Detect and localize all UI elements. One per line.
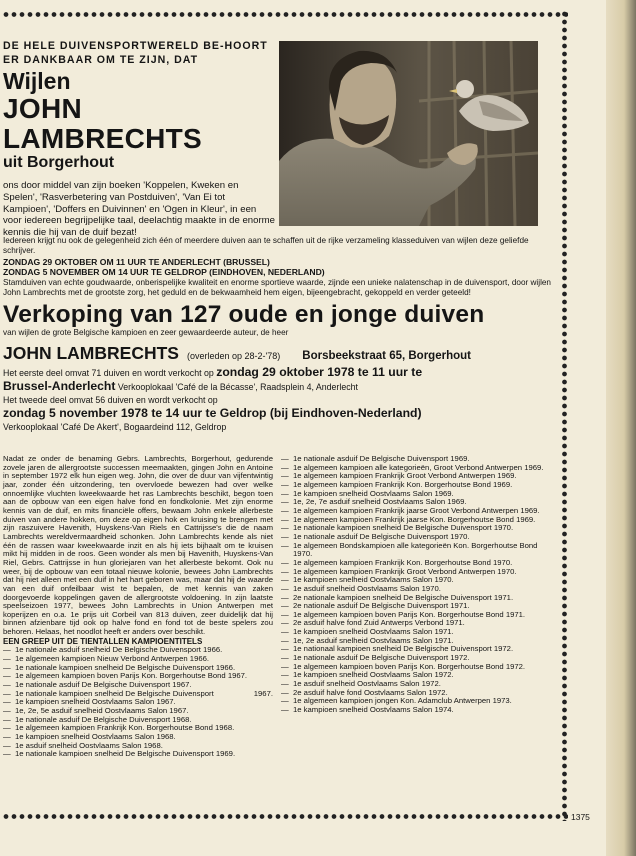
list-dash: —: [281, 488, 289, 498]
title-year: 1967.: [253, 688, 273, 698]
title-list-item: [3, 750, 273, 759]
photo-illustration: [279, 41, 538, 226]
list-dash: —: [281, 497, 289, 507]
list-dash: —: [3, 714, 11, 724]
list-dash: —: [3, 723, 11, 733]
part1-place: Brussel-Anderlecht: [3, 378, 116, 393]
title-text: 1e algemeen kampioen Frankrijk Kon. Borgerhoutse Bond 1968.: [15, 723, 235, 733]
title-text: 1e algemeen kampioen boven Parijs Kon. Borgerhoutse Bond 1972.: [293, 661, 526, 671]
sale-announcement: [3, 236, 555, 434]
title-text: 1e algemeen kampioen Frankrijk jaarse Groot Verbond Antwerpen 1969.: [293, 505, 540, 515]
sale-headline: Verkoping van 127 oude en jonge duiven: [3, 300, 485, 328]
title-text: 1e nationale kampioen snelheid De Belgische Duivensport 1966.: [15, 662, 236, 672]
titles-heading: EEN GREEP UIT DE TIENTALLEN KAMPIOENTITELS: [3, 636, 203, 646]
page-number: 1375: [571, 812, 590, 822]
title-text: 1e kampioen snelheid Oostvlaams Salon 1972.: [293, 670, 454, 680]
seller-address: Borsbeekstraat 65, Borgerhout: [302, 349, 471, 362]
list-dash: —: [281, 644, 289, 654]
list-dash: —: [3, 653, 11, 663]
list-dash: —: [3, 645, 11, 655]
title-text: 1e, 2e asduif snelheid Oostvlaams Salon 1971.: [293, 635, 454, 645]
title-text: 1e, 2e, 7e asduif snelheid Oostvlaams Salon 1969.: [293, 497, 467, 507]
intro-block: [3, 40, 275, 239]
dotted-border-right: [560, 10, 569, 821]
title-text: 1e kampioen snelheid Oostvlaams Salon 1974.: [293, 705, 454, 715]
body-columns: [3, 455, 557, 759]
list-dash: —: [281, 479, 289, 489]
title-text: 1e nationale asduif snelheid De Belgische Duivensport 1966.: [15, 645, 223, 655]
title-text: 1e nationale asduif De Belgische Duivensport 1968.: [15, 714, 192, 724]
list-dash: —: [3, 662, 11, 672]
list-dash: —: [3, 671, 11, 681]
sale-date-geldrop: ZONDAG 5 NOVEMBER OM 14 UUR TE GELDROP (EINDHOVEN, NEDERLAND): [3, 267, 325, 278]
title-text: 1e algemeen Bondskampioen alle kategorieën Kon. Borgerhoutse Bond 1970.: [293, 540, 538, 559]
photo-man-with-pigeon: [279, 41, 538, 226]
list-dash: —: [281, 696, 289, 706]
list-dash: —: [281, 462, 289, 472]
list-dash: —: [3, 749, 11, 759]
list-dash: —: [281, 670, 289, 680]
title-text: 1e algemeen kampioen boven Parijs Kon. Borgerhoutse Bond 1967.: [15, 671, 248, 681]
title-text: 1e asduif snelheid Oostvlaams Salon 1968.: [15, 740, 163, 750]
right-column: [281, 455, 557, 759]
title-text: 1e kampioen snelheid Oostvlaams Salon 1968.: [15, 731, 176, 741]
list-dash: —: [281, 653, 289, 663]
title-text: 1e, 2e, 5e asduif snelheid Oostvlaams Salon 1967.: [15, 705, 189, 715]
author-name: JOHN LAMBRECHTS: [3, 93, 202, 154]
title-text: 2e asduif halve fond Oostvlaams Salon 1972.: [293, 687, 448, 697]
list-dash: —: [281, 627, 289, 637]
intro-heading: DE HELE DUIVENSPORTWERELD BE-HOORT ER DANKBAAR OM TE ZIJN, DAT: [3, 40, 268, 66]
dotted-border-bottom: [2, 812, 568, 821]
title-text: 1e algemeen kampioen Frankrijk Groot Verbond Antwerpen 1970.: [293, 566, 517, 576]
title-text: 1e algemeen kampioen Frankrijk Kon. Borgerhoutse Bond 1969.: [293, 479, 513, 489]
dotted-border-top: [2, 10, 568, 19]
list-dash: —: [281, 583, 289, 593]
title-text: 1e algemeen kampioen alle kategorieën, Groot Verbond Antwerpen 1969.: [293, 462, 544, 472]
seller-death-date: (overleden op 28-2-'78): [186, 350, 281, 361]
title-text: 1e algemeen kampioen Frankrijk jaarse Kon. Borgerhoutse Bond 1969.: [293, 514, 536, 524]
part1-row: [3, 366, 555, 380]
list-dash: —: [281, 566, 289, 576]
list-dash: —: [281, 601, 289, 611]
title-text: 1e nationale asduif De Belgische Duivensport 1969.: [293, 454, 470, 463]
list-dash: —: [281, 635, 289, 645]
title-text: 1e nationale asduif De Belgische Duivensport 1972.: [293, 653, 470, 663]
list-dash: —: [3, 740, 11, 750]
list-dash: —: [3, 697, 11, 707]
title-text: 2e nationale kampioen snelheid De Belgische Duivensport 1971.: [293, 592, 514, 602]
list-dash: —: [281, 592, 289, 602]
part1-location: Verkooplokaal 'Café de la Bécasse', Raadsplein 4, Anderlecht: [117, 381, 358, 392]
part1-location-row: [3, 380, 555, 394]
part2-date: zondag 5 november 1978 te 14 uur te Geldrop (bij Eindhoven-Nederland): [3, 405, 422, 420]
title-text: 2e asduif halve fond Zuid Antwerps Verbond 1971.: [293, 618, 465, 628]
title-text: 1e algemeen kampioen Nieuw Verbond Antwerpen 1966.: [15, 653, 210, 663]
title-text: 1e nationaal kampioen snelheid De Belgische Duivensport 1972.: [293, 644, 514, 654]
title-text: 1e asduif snelheid Oostvlaams Salon 1970.: [293, 583, 441, 593]
list-dash: —: [281, 687, 289, 697]
seller-row: [3, 343, 555, 363]
list-dash: —: [281, 575, 289, 585]
page-gutter: [606, 0, 636, 856]
part2-text: Het tweede deel omvat 56 duiven en wordt verkocht op: [3, 394, 218, 405]
title-text: 1e nationale asduif De Belgische Duivensport 1970.: [293, 531, 470, 541]
title-text: 1e kampioen snelheid Oostvlaams Salon 1970.: [293, 575, 454, 585]
list-dash: —: [281, 679, 289, 689]
title-text: 1e asduif snelheid Oostvlaams Salon 1972.: [293, 679, 441, 689]
announcement-text-2: Stamduiven van echte goudwaarde, onberispelijke kwaliteit en enorme sportieve waarde, zijnde een unieke nalatenschap in de duivensport, door wijlen John Lambrechts met de grootste zorg, het geduld en de bekwaamheid hem eigen, bijeengebracht, gekoppeld en verder geteeld!: [3, 278, 551, 298]
list-dash: —: [281, 540, 289, 550]
title-text: 1e kampioen snelheid Oostvlaams Salon 1967.: [15, 697, 176, 707]
title-text: 2e nationale asduif De Belgische Duivensport 1971.: [293, 601, 470, 611]
list-dash: —: [3, 688, 11, 698]
part2-date-row: [3, 407, 555, 421]
list-dash: —: [281, 661, 289, 671]
titles-list-right: [281, 455, 557, 715]
list-dash: —: [281, 531, 289, 541]
title-text: 1e nationale kampioen snelheid De Belgische Duivensport 1969.: [15, 749, 236, 759]
list-dash: —: [3, 705, 11, 715]
title-text: 1e nationale kampioen snelheid De Belgische Duivensport: [15, 688, 214, 698]
title-text: 1e kampioen snelheid Oostvlaams Salon 1971.: [293, 627, 454, 637]
list-dash: —: [281, 514, 289, 524]
list-dash: —: [3, 679, 11, 689]
title-text: 1e algemeen kampioen boven Parijs Kon. Borgerhoutse Bond 1971.: [293, 609, 526, 619]
part1-date: zondag 29 oktober 1978 te 11 uur te: [216, 364, 423, 379]
title-text: 1e algemeen kampioen Frankrijk Groot Verbond Antwerpen 1969.: [293, 471, 517, 481]
sale-date-brussel: ZONDAG 29 OKTOBER OM 11 UUR TE ANDERLECHT (BRUSSEL): [3, 256, 270, 267]
list-dash: —: [3, 731, 11, 741]
author-origin: uit Borgerhout: [3, 154, 115, 171]
list-dash: —: [281, 523, 289, 533]
list-dash: —: [281, 505, 289, 515]
seller-name: JOHN LAMBRECHTS: [3, 342, 179, 363]
list-dash: —: [281, 705, 289, 715]
title-text: 1e nationale asduif De Belgische Duivensport 1967.: [15, 679, 192, 689]
title-text: 1e kampioen snelheid Oostvlaams Salon 1969.: [293, 488, 454, 498]
list-dash: —: [281, 609, 289, 619]
part1-text: Het eerste deel omvat 71 duiven en wordt verkocht op: [3, 367, 214, 378]
intro-body: ons door middel van zijn boeken 'Koppelen, Kweken en Spelen', 'Rasverbetering van Postduiven', 'Van Ei tot Kampioen', 'Doffers en Duivinnen' en 'Ogen in Kleur', in een voor iedereen begrijpelijke taal, deelachtig maakte in de enorme kennis die hij van de duif bezat!: [3, 180, 275, 239]
title-text: 1e nationale kampioen snelheid De Belgische Duivensport 1970.: [293, 523, 514, 533]
title-text: 1e algemeen kampioen jongen Kon. Adamclub Antwerpen 1973.: [293, 696, 512, 706]
list-dash: —: [281, 618, 289, 628]
title-list-item: [281, 542, 557, 559]
list-dash: —: [281, 454, 289, 463]
wijlen-label: Wijlen: [3, 68, 71, 94]
list-dash: —: [281, 471, 289, 481]
list-dash: —: [281, 557, 289, 567]
sale-subline: van wijlen de grote Belgische kampioen en zeer gewaardeerde auteur, de heer: [3, 327, 289, 337]
title-list-item: [281, 706, 557, 715]
titles-list-left: [3, 646, 273, 759]
title-text: 1e algemeen kampioen Frankrijk Kon. Borgerhoutse Bond 1970.: [293, 557, 513, 567]
announcement-text: Iedereen krijgt nu ook de gelegenheid zich één of meerdere duiven aan te schaffen uit de rijke verzameling klasseduiven van wijlen deze geliefde schrijver.: [3, 236, 529, 256]
history-paragraph: Nadat ze onder de benaming Gebrs. Lambrechts, Borgerhout, gedurende zovele jaren de allergrootste successen meemaakten, gingen John en Antoine in september 1972 elk hun eigen weg. John, die over de duur van vijfentwintig jaar, zonder één uitzondering, ten overvloede bewezen had over welke onnoemlijke vluchten kweekwaarde het ras Lambrechts beschikt, begon toen aan de opbouw van een eigen halve fond en fondkolonie. Met zijn enorme kennis van de duif, en mits financiële offers, bewaam John enkele allerbeste duiven van andere hokken, om deze op eigen hok en kruising te brengen met zijn raszuivere Havenith, Huyskens-Van Riels en Cattrijsse's die de naam Lambrechts wereldvermaardheid schonken. John Lambrechts kende als niet één de rassen waar kweekwaarde inzit en als hij iets bijhaalt om te kruisen mikt hij midden in de roos. Geen wonder als men bij Havenith, Huyskens-Van Riel, Gebrs. Cattrijsse in hun gloriejaren van het allerbeste bekomt. Ook nu weer, bij de opbouw van een totaal nieuwe kolonie, bewees John Lambrechts dat hij niet alleen met een duif in het hart geboren was, maar dat hij de waarde van een duif onfeilbaar wist te bepalen, de met kennis van zaken doorgevoerde koppelingen gaven de allergrootste voldoening. In zijn laatste speelseizoen 1977, bewees John Lambrechts in Union Antwerpen met koperijzen en o.a. 1e prijs uit Corbeil van 813 duiven, zeer duidelijk dat hij binnen afzienbare tijd ook op halve fond en fond tot de beste spelers zou behoren. Helaas, het noodlot heeft er anders over beschikt.: [3, 454, 273, 637]
left-column: [3, 455, 273, 759]
part2-location: Verkooplokaal 'Café De Akert', Bogaardeind 112, Geldrop: [3, 421, 227, 432]
